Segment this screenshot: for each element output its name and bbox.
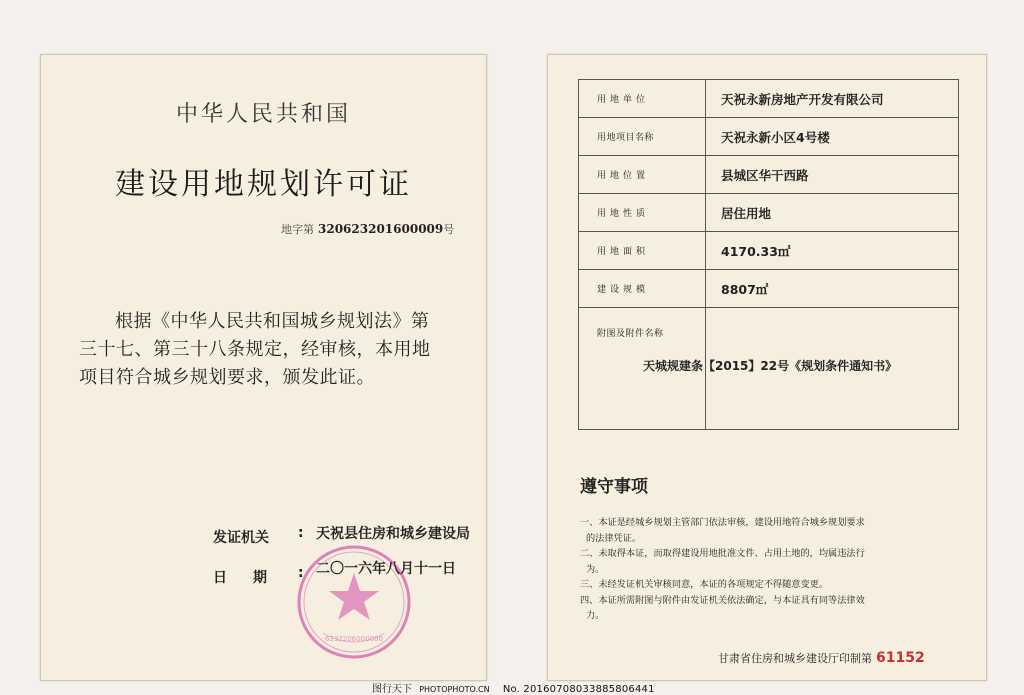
date-colon: : (298, 565, 304, 581)
watermark-photo-label: PHOTOPHOTO.CN (419, 685, 490, 694)
notice-item: 四、本证所需附图与附件由发证机关依法确定，与本证具有同等法律效 (580, 594, 865, 606)
certificate-body (79, 308, 459, 392)
table-row (579, 270, 959, 308)
notice-list (580, 515, 975, 624)
row-label: 用地单位 (579, 80, 706, 118)
table-row (579, 80, 959, 118)
row-value: 4170.33㎡ (706, 232, 959, 270)
notice-item: 的法律凭证。 (586, 532, 642, 544)
certificate-number (281, 221, 454, 237)
table-row (579, 118, 959, 156)
cert-no-suffix: 号 (443, 223, 455, 236)
issue-date-value: 二〇一六年八月十一日 (316, 561, 456, 577)
notice-item: 为。 (586, 563, 605, 575)
notice-item: 二、未取得本证，而取得建设用地批准文件、占用土地的，均属违法行 (580, 548, 865, 559)
certificate-front-page (40, 54, 487, 681)
certificate-title: 建设用地规划许可证 (115, 167, 412, 202)
issuer-colon: : (298, 525, 304, 541)
row-label: 建设规模 (579, 270, 706, 308)
table-row (579, 194, 959, 232)
row-label: 用地项目名称 (579, 118, 706, 156)
body-line: 项目符合城乡规划要求，颁发此证。 (79, 367, 375, 388)
issuer-label: 发证机关 (213, 530, 269, 546)
row-value: 天祝永新房地产开发有限公司 (706, 80, 959, 118)
row-value: 天祝永新小区4号楼 (706, 118, 959, 156)
serial-number: 61152 (876, 650, 925, 666)
certificate-info-page (547, 54, 987, 681)
body-line: 根据《中华人民共和国城乡规划法》第 (115, 311, 430, 332)
printer-text: 甘肃省住房和城乡建设厅印制第 (718, 652, 872, 665)
date-label: 日期 (213, 570, 293, 586)
notice-item: 一、本证是经城乡规划主管部门依法审核，建设用地符合城乡规划要求 (580, 517, 865, 528)
watermark-number: No. 20160708033885806441 (502, 684, 655, 695)
body-line: 三十七、第三十八条规定，经审核，本用地 (79, 339, 431, 360)
notice-heading: 遵守事项 (580, 477, 648, 497)
row-label: 用地性质 (579, 194, 706, 232)
row-label: 用地面积 (579, 232, 706, 270)
watermark-bar (372, 680, 655, 695)
row-value: 8807㎡ (706, 270, 959, 308)
country-name: 中华人民共和国 (175, 102, 351, 127)
printer-line (718, 650, 925, 666)
table-row (579, 232, 959, 270)
land-info-table (578, 79, 959, 430)
cert-no-prefix: 地字第 (281, 223, 314, 236)
notice-item: 三、未经发证机关审核同意，本证的各项规定不得随意变更。 (580, 579, 829, 590)
svg-text:6232206000000: 6232206000000 (325, 635, 383, 643)
row-value: 居住用地 (706, 194, 959, 232)
watermark-site: 图行天下 (372, 684, 412, 695)
row-value: 县城区华干西路 (706, 156, 959, 194)
cert-no-value: 320623201600009 (318, 222, 444, 236)
notice-item: 力。 (586, 610, 605, 621)
row-label: 用地位置 (579, 156, 706, 194)
attachment-text: 天城规建条【2015】22号《规划条件通知书》 (643, 359, 898, 373)
row-label: 附图及附件名称 (579, 308, 706, 430)
table-row (579, 156, 959, 194)
issuer-value: 天祝县住房和城乡建设局 (316, 526, 470, 542)
